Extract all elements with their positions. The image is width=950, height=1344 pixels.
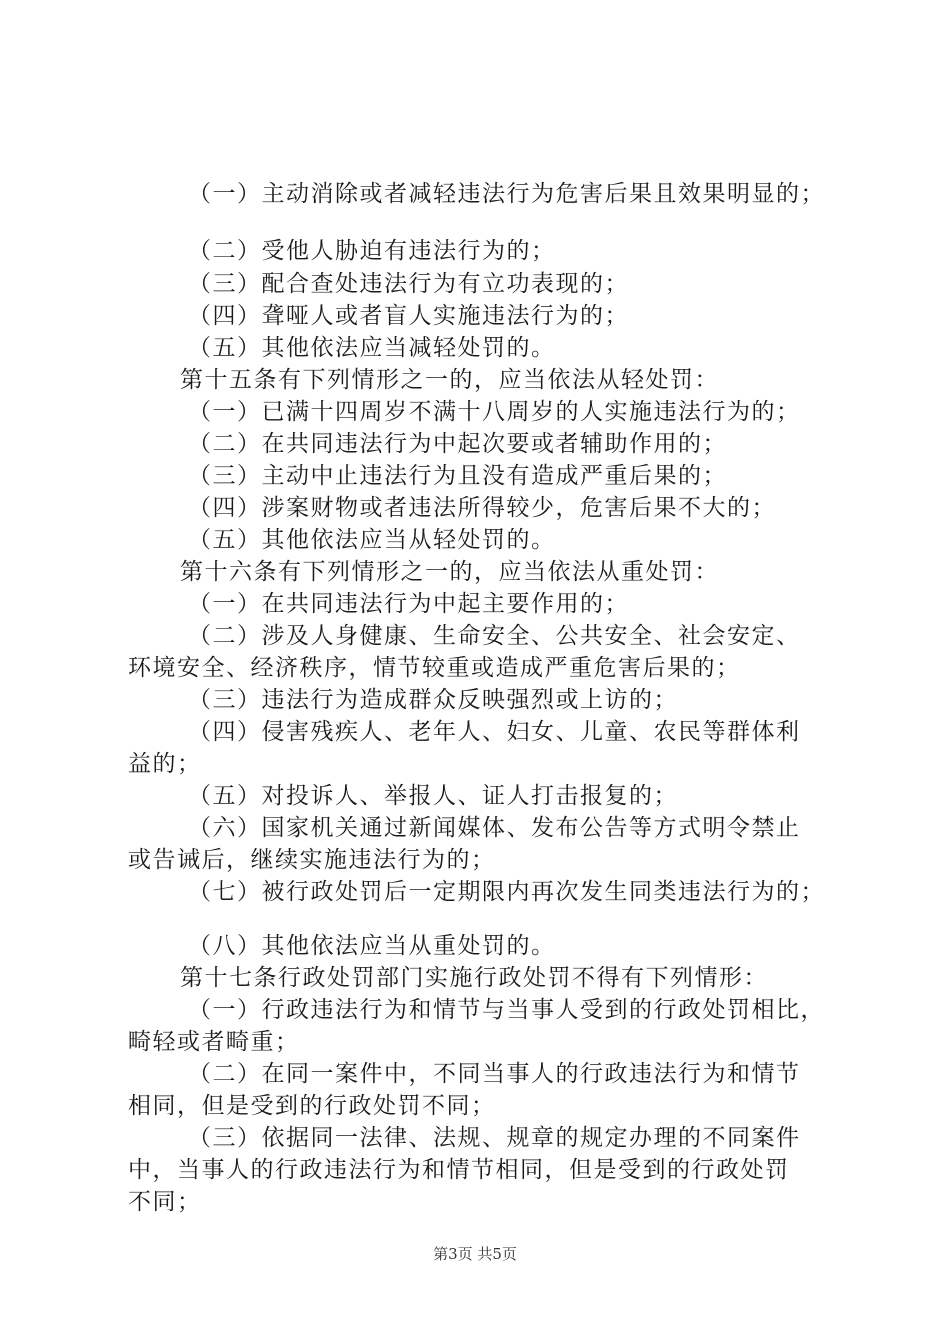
text-line: 环境安全、经济秩序，情节较重或造成严重危害后果的； — [128, 655, 741, 681]
text-line: （二）涉及人身健康、生命安全、公共安全、社会安定、 — [188, 623, 801, 649]
text-line: （二）在同一案件中，不同当事人的行政违法行为和情节 — [188, 1061, 801, 1087]
text-line: （五）其他依法应当从轻处罚的。 — [188, 527, 556, 553]
text-line: （八）其他依法应当从重处罚的。 — [188, 933, 556, 959]
text-line: （五）对投诉人、举报人、证人打击报复的； — [188, 783, 678, 809]
text-line: （二）受他人胁迫有违法行为的； — [188, 238, 556, 264]
text-line: （六）国家机关通过新闻媒体、发布公告等方式明令禁止 — [188, 815, 801, 841]
text-line: （三）违法行为造成群众反映强烈或上访的； — [188, 687, 678, 713]
text-line: 不同； — [128, 1189, 202, 1215]
text-line: （三）配合查处违法行为有立功表现的； — [188, 271, 629, 297]
section-heading: 第十六条有下列情形之一的，应当依法从重处罚： — [180, 559, 719, 585]
text-line: 相同，但是受到的行政处罚不同； — [128, 1093, 496, 1119]
section-heading: 第十五条有下列情形之一的，应当依法从轻处罚： — [180, 367, 719, 393]
text-line: （三）依据同一法律、法规、规章的规定办理的不同案件 — [188, 1125, 801, 1151]
text-line: （一）行政违法行为和情节与当事人受到的行政处罚相比， — [188, 997, 825, 1023]
page-footer: 第3页 共5页 — [433, 1245, 517, 1263]
text-line: （四）涉案财物或者违法所得较少，危害后果不大的； — [188, 495, 776, 521]
text-line: （一）已满十四周岁不满十八周岁的人实施违法行为的； — [188, 399, 801, 425]
text-line: 中，当事人的行政违法行为和情节相同，但是受到的行政处罚 — [128, 1157, 790, 1183]
text-line: （四）聋哑人或者盲人实施违法行为的； — [188, 303, 629, 329]
text-line: 或告诫后，继续实施违法行为的； — [128, 847, 496, 873]
text-line: （七）被行政处罚后一定期限内再次发生同类违法行为的； — [188, 879, 825, 905]
text-line: （二）在共同违法行为中起次要或者辅助作用的； — [188, 431, 727, 457]
section-heading: 第十七条行政处罚部门实施行政处罚不得有下列情形： — [180, 965, 768, 991]
text-line: （一）在共同违法行为中起主要作用的； — [188, 591, 629, 617]
text-line: （五）其他依法应当减轻处罚的。 — [188, 335, 556, 361]
text-line: （一）主动消除或者减轻违法行为危害后果且效果明显的； — [188, 181, 825, 207]
text-line: （四）侵害残疾人、老年人、妇女、儿童、农民等群体利 — [188, 719, 801, 745]
text-line: 畸轻或者畸重； — [128, 1029, 300, 1055]
text-line: 益的； — [128, 751, 202, 777]
text-line: （三）主动中止违法行为且没有造成严重后果的； — [188, 463, 727, 489]
